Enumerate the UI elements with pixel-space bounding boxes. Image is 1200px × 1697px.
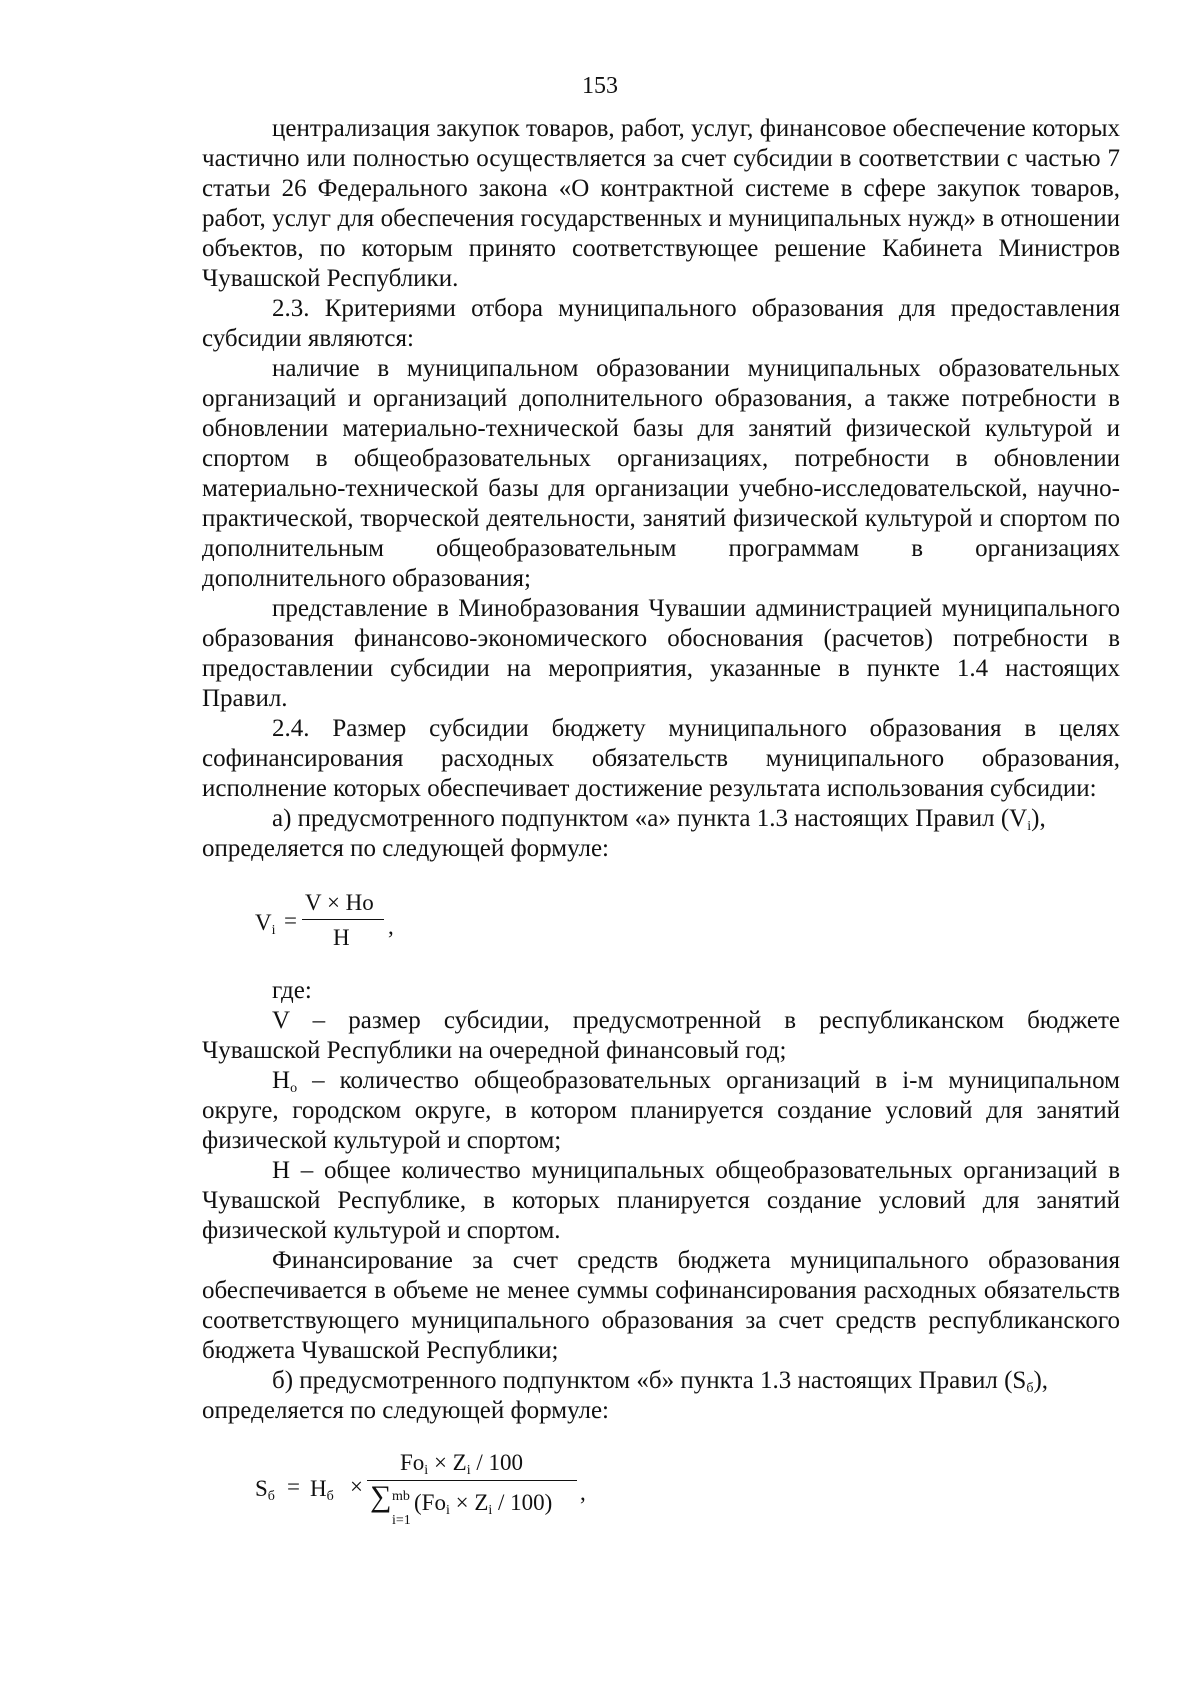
formula-vi-lhs: $V_i$ bbox=[255, 910, 276, 938]
paragraph-financing: Финансирование за счет средств бюджета муниципального образования обеспечивается в объеме не менее суммы софинансирования расходных обязательств соответствующего муниципального образования за счет средств республиканского бюджета Чувашской Республики; bbox=[202, 1247, 1120, 1364]
formula-vi-eq: = bbox=[284, 908, 297, 933]
paragraph-b bbox=[202, 1366, 1120, 1396]
formula-vi-denominator: H bbox=[333, 925, 350, 950]
formula-sb-eq: = bbox=[287, 1474, 300, 1499]
formula-vi-numerator: V × Ho bbox=[305, 890, 374, 915]
document-body bbox=[202, 114, 1120, 1556]
paragraph-criteria-1: наличие в муниципальном образовании муниципальных образовательных организаций и организаций дополнительного образования, а также потребности в обновлении материально-технической базы для занятий физической культурой и спортом в общеобразовательных организациях, потребности в обновлении материально-технической базы для организации учебно-исследовательской, научно-практической, творческой деятельности, занятий физической культурой и спортом по дополнительным общеобразовательным программам в организациях дополнительного образования; bbox=[202, 355, 1120, 592]
formula-sb bbox=[202, 1426, 1120, 1556]
paragraph-a-end: ), bbox=[1031, 805, 1046, 832]
paragraph-criteria-2: представление в Минобразования Чувашии администрацией муниципального образования финансово-экономического обоснования (расчетов) потребности в предоставлении субсидии на мероприятия, указанные в пункте 1.4 настоящих Правил. bbox=[202, 595, 1120, 712]
paragraph-a bbox=[202, 804, 1120, 834]
formula-sb-fraction-line bbox=[367, 1480, 577, 1481]
formula-sb-times: × bbox=[350, 1474, 363, 1499]
paragraph-a-text: а) предусмотренного подпунктом «а» пункта 1.3 настоящих Правил (V bbox=[272, 805, 1028, 832]
formula-vi-tail: , bbox=[388, 914, 394, 939]
paragraph-1: централизация закупок товаров, работ, услуг, финансовое обеспечение которых частично или полностью осуществляется за счет субсидии в соответствии с частью 7 статьи 26 Федерального закона «О контрактной системе в сфере закупок товаров, работ, услуг для обеспечения государственных и муниципальных нужд» в отношении объектов, по которым принято соответствующее решение Кабинета Министров Чувашской Республики. bbox=[202, 115, 1120, 292]
formula-sb-h: $H_б$ bbox=[310, 1476, 334, 1504]
formula-sb-sum-bottom: i=1 bbox=[392, 1513, 411, 1528]
paragraph-a-line2: определяется по следующей формуле: bbox=[202, 835, 610, 862]
formula-sb-lhs: $S_б$ bbox=[255, 1476, 275, 1504]
definition-ho: $Н_о$ – количество общеобразовательных организаций в i-м муниципальном округе, городском округе, в котором планируется создание условий для занятий физической культурой и спортом; bbox=[202, 1067, 1120, 1154]
paragraph-b-sub: б bbox=[1026, 1381, 1034, 1396]
formula-sb-sum-top: mb bbox=[392, 1489, 410, 1504]
where-label: где: bbox=[272, 977, 312, 1004]
formula-sb-numerator: $Fo_i \times Z_i / 100$ bbox=[400, 1450, 523, 1478]
formula-vi-fraction-line bbox=[302, 919, 384, 920]
formula-sb-denominator: $(Fo_i \times Z_i / 100)$ bbox=[414, 1490, 553, 1518]
paragraph-2-3: 2.3. Критериями отбора муниципального образования для предоставления субсидии являются: bbox=[202, 295, 1120, 352]
paragraph-2-4: 2.4. Размер субсидии бюджету муниципального образования в целях софинансирования расходных обязательств муниципального образования, исполнение которых обеспечивает достижение результата использования субсидии: bbox=[202, 715, 1120, 802]
paragraph-b-text: б) предусмотренного подпунктом «б» пункта 1.3 настоящих Правил (S bbox=[272, 1367, 1027, 1394]
page-number: 153 bbox=[582, 73, 618, 99]
formula-sb-tail: , bbox=[580, 1480, 586, 1505]
paragraph-b-end: ), bbox=[1033, 1367, 1049, 1394]
paragraph-b-line2: определяется по следующей формуле: bbox=[202, 1397, 610, 1424]
paragraph-a-sub: i bbox=[1027, 819, 1032, 834]
definition-h: Н – общее количество муниципальных общеобразовательных организаций в Чувашской Республике, в которых планируется создание условий для занятий физической культурой и спортом. bbox=[202, 1157, 1120, 1244]
formula-sb-sum-sign: ∑ bbox=[370, 1480, 392, 1513]
formula-vi bbox=[202, 864, 1120, 972]
definition-v: V – размер субсидии, предусмотренной в республиканском бюджете Чувашской Республики на очередной финансовый год; bbox=[202, 1007, 1120, 1064]
